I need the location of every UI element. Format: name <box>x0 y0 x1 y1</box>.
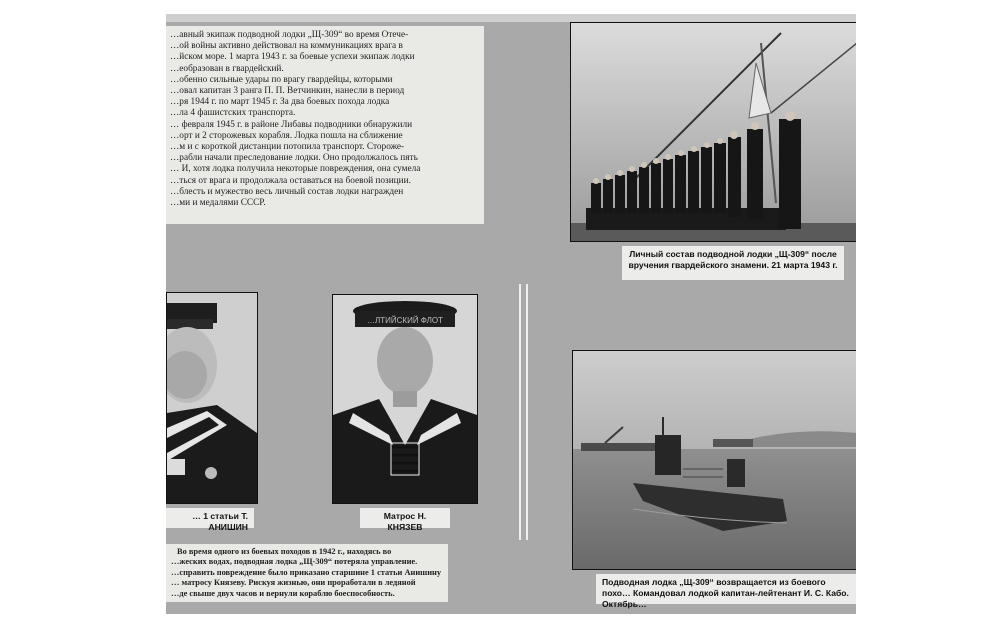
main-text-block <box>166 26 484 224</box>
text-line: …авный экипаж подводной лодки „Щ-309“ во время Отече- <box>170 30 409 40</box>
caption-text: … 1 статьи Т. АНИШИН <box>192 511 248 532</box>
text-line: …ря 1944 г. по март 1945 г. За два боевых похода лодка <box>170 97 390 108</box>
divider-rule <box>519 284 521 540</box>
sailor-right-portrait <box>332 294 478 504</box>
divider-rule <box>526 284 528 540</box>
text-line: …рабли начали преследование лодки. Оно продолжалось пять <box>170 153 418 164</box>
text-line: …йском море. 1 марта 1943 г. за боевые успехи экипаж лодки <box>170 52 415 63</box>
text-line: …ой войны активно действовал на коммуникациях врага в <box>170 41 403 52</box>
text-line: …овал капитан 3 ранга П. П. Ветчинкин, нанесли в период <box>170 86 405 97</box>
sailor-right-caption <box>360 508 450 532</box>
text-line: …ми и медалями СССР. <box>170 198 266 209</box>
text-line: …блесть и мужество весь личный состав лодки награжден <box>170 186 404 197</box>
cap-ribbon-text: …ЛТИЙСКИЙ ФЛОТ <box>367 316 443 325</box>
crew-photo <box>570 22 856 242</box>
text-line: …м и с короткой дистанции потопила транспорт. Стороже- <box>170 142 405 153</box>
sailor-left-portrait <box>166 292 258 504</box>
caption-text: Матрос Н. КНЯЗЕВ <box>383 511 427 532</box>
text-line: …обенно сильные удары по врагу гвардейцы, которыми <box>170 74 393 85</box>
submarine-photo-caption <box>596 574 856 609</box>
text-line: … февраля 1945 г. в районе Либавы подводники обнаружили <box>170 119 413 130</box>
repair-story-text <box>166 544 448 602</box>
album-page <box>166 14 856 614</box>
caption-text: Личный состав подводной лодки „Щ-309“ после вручения гвардейского знамени. 21 марта 1943 г. <box>628 249 838 270</box>
caption-text: Подводная лодка „Щ-309“ возвращается из боевого похо… Командовал лодкой капитан-лейтенант И. С. Кабо. Октябрь… <box>602 577 849 609</box>
text-line: …орт и 2 сторожевых корабля. Лодка пошла на сближение <box>170 130 403 141</box>
story-line: … матросу Князеву. Рискуя жизнью, они проработали в ледяной <box>171 578 416 588</box>
story-line: Во время одного из боевых походов в 1942 г., находясь во <box>177 547 392 556</box>
submarine-photo <box>572 350 856 570</box>
text-line: …ться от врага и продолжала оставаться на боевой позиции. <box>170 175 411 186</box>
crew-photo-caption <box>622 246 844 280</box>
sailor-left-caption <box>166 508 254 532</box>
text-line: …еобразован в гвардейский. <box>170 63 284 74</box>
text-line: … И, хотя лодка получила некоторые повреждения, она сумела <box>170 164 421 175</box>
story-line: …жеских водах, подводная лодка „Щ-309“ потеряла управление. <box>171 557 418 567</box>
text-line: …ла 4 фашистских транспорта. <box>170 108 296 119</box>
story-line: …справить повреждение было приказано старшине 1 статьи Анишину <box>171 567 442 577</box>
story-line: …де свыше двух часов и вернули кораблю боеспособность. <box>171 588 395 598</box>
page-top-edge <box>166 14 856 22</box>
